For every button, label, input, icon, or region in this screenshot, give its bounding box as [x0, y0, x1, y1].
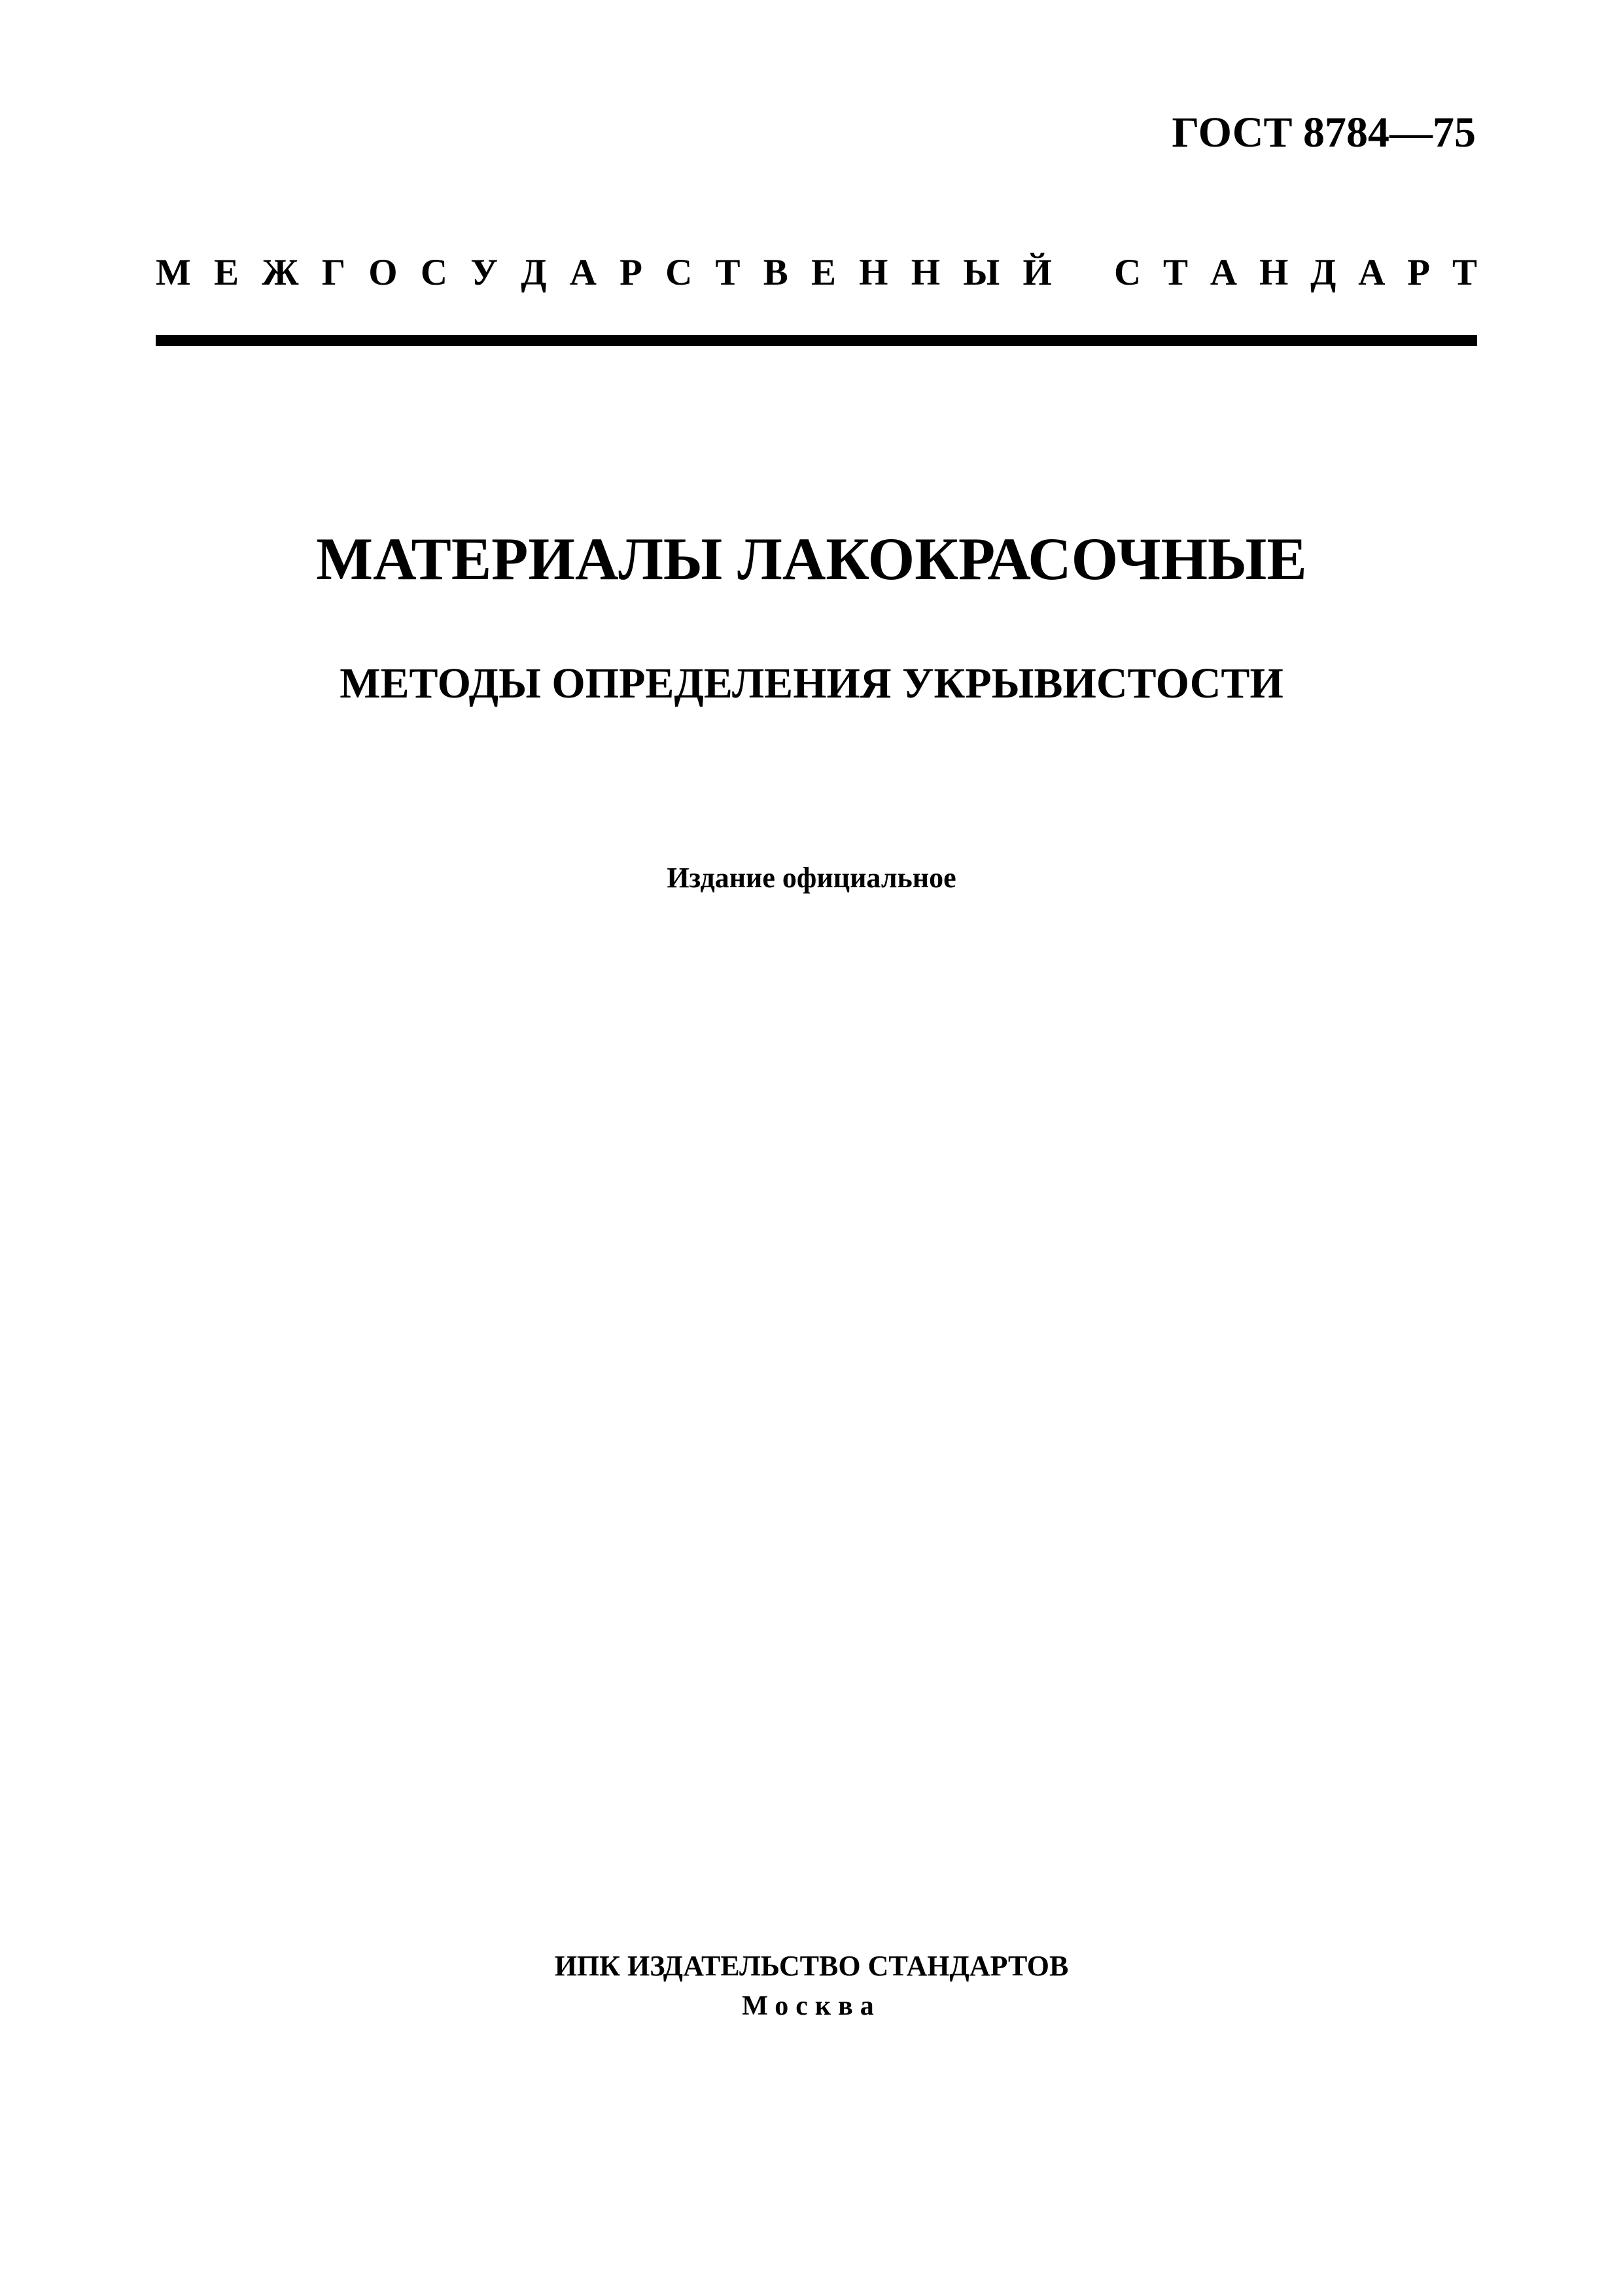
spread-letter: Р [620, 252, 642, 293]
spread-letter: Н [1259, 252, 1289, 293]
spread-letter: Е [811, 252, 836, 293]
spread-letter: Т [715, 252, 741, 293]
spread-letter: Р [1407, 252, 1431, 293]
spread-letter: М [156, 252, 191, 293]
document-subtitle: МЕТОДЫ ОПРЕДЕЛЕНИЯ УКРЫВИСТОСТИ [340, 660, 1283, 707]
spread-letter: Н [859, 252, 888, 293]
spread-letter: Ы [963, 252, 1000, 293]
spread-letter: Д [521, 252, 547, 293]
spread-letter: Т [1452, 252, 1477, 293]
spread-letter: Т [1163, 252, 1189, 293]
spread-letter: Д [1310, 252, 1336, 293]
spread-letter: Е [214, 252, 239, 293]
spread-letter: С [1114, 252, 1142, 293]
edition-note: Издание официальное [667, 862, 956, 894]
spread-letter: О [368, 252, 398, 293]
document-title: МАТЕРИАЛЫ ЛАКОКРАСОЧНЫЕ [316, 525, 1307, 592]
spread-letter: Н [911, 252, 941, 293]
spread-letter: Ж [262, 252, 299, 293]
spread-letter: А [1358, 252, 1386, 293]
spread-letter: У [470, 252, 498, 293]
publisher-city: Москва [742, 1991, 881, 2021]
standard-type-heading [156, 254, 1477, 291]
spread-letter: С [420, 252, 448, 293]
publisher-name: ИПК ИЗДАТЕЛЬСТВО СТАНДАРТОВ [554, 1950, 1069, 1982]
spread-letter: Й [1022, 252, 1052, 293]
heading-rule-divider [156, 335, 1477, 346]
spread-letter: А [1210, 252, 1238, 293]
spread-letter: В [763, 252, 788, 293]
standard-designation: ГОСТ 8784—75 [1172, 109, 1476, 156]
spread-letter: Г [321, 252, 346, 293]
standard-type-word-interstate [156, 254, 1052, 291]
standard-type-word-standard [1114, 254, 1477, 291]
spread-letter: С [665, 252, 693, 293]
spread-letter: А [569, 252, 597, 293]
